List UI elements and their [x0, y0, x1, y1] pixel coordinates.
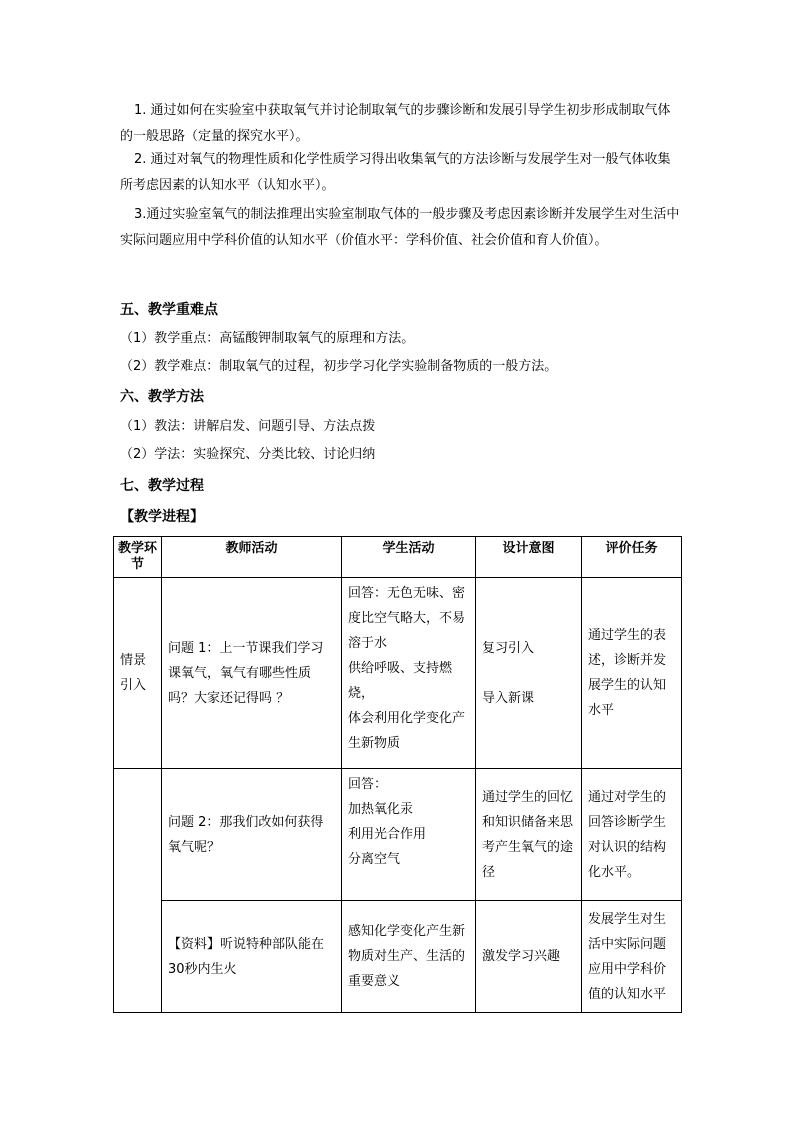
- header-stage: 教学环节: [114, 537, 162, 578]
- stage-cell: [114, 769, 162, 1013]
- section7-heading: 七、教学过程: [120, 478, 204, 494]
- eval-cell: 通过对学生的回答诊断学生对认识的结构化水平。: [582, 769, 682, 901]
- teacher-cell: 问题 2：那我们改如何获得氧气呢？: [162, 769, 342, 901]
- teaching-process-table: [113, 536, 682, 1013]
- teacher-cell: 问题 1：上一节课我们学习课氧气，氧气有哪些性质吗？大家还记得吗 ？: [162, 578, 342, 769]
- header-student: 学生活动: [342, 537, 476, 578]
- table-row: [114, 901, 682, 1013]
- section5-heading: 五、教学重难点: [120, 302, 218, 318]
- student-cell: 回答： 加热氧化汞 利用光合作用 分离空气: [342, 769, 476, 901]
- header-teacher: 教师活动: [162, 537, 342, 578]
- section6-item-2: （2）学法：实验探究、分类比较、讨论归纳: [120, 447, 376, 462]
- section5-item-1: （1）教学重点：高锰酸钾制取氧气的原理和方法。: [120, 331, 415, 346]
- section6-item-1: （1）教法：讲解启发、问题引导、方法点拨: [120, 419, 376, 434]
- intent-cell: 通过学生的回忆和知识储备来思考产生氧气的途径: [476, 769, 582, 901]
- header-intent: 设计意图: [476, 537, 582, 578]
- intent-cell: 复习引入 导入新课: [476, 578, 582, 769]
- table-row: [114, 769, 682, 901]
- intent-cell: 激发学习兴趣: [476, 901, 582, 1013]
- section6-heading: 六、教学方法: [120, 389, 204, 405]
- process-subheading: 【教学进程】: [120, 509, 204, 525]
- student-cell: 回答：无色无味、密度比空气略大，不易溶于水 供给呼吸、支持燃烧， 体会利用化学变化产生新物质: [342, 578, 476, 769]
- objective-3: 3.通过实验室氧气的制法推理出实验室制取气体的一般步骤及考虑因素诊断并发展学生对生活中实际问题应用中学科价值的认知水平（价值水平：学科价值、社会价值和育人价值）。: [120, 207, 680, 248]
- objective-2: 2. 通过对氧气的物理性质和化学性质学习得出收集氧气的方法诊断与发展学生对一般气体收集所考虑因素的认知水平（认知水平）。: [120, 152, 671, 193]
- objective-1: 1. 通过如何在实验室中获取氧气并讨论制取氧气的步骤诊断和发展引导学生初步形成制取气体的一般思路（定量的探究水平）。: [120, 103, 671, 144]
- table-row: [114, 578, 682, 769]
- eval-cell: 通过学生的表述，诊断并发展学生的认知水平: [582, 578, 682, 769]
- stage-cell: 情景引入: [114, 578, 162, 769]
- eval-cell: 发展学生对生活中实际问题应用中学科价值的认知水平: [582, 901, 682, 1013]
- header-eval: 评价任务: [582, 537, 682, 578]
- student-cell: 感知化学变化产生新物质对生产、生活的重要意义: [342, 901, 476, 1013]
- teacher-cell: 【资料】听说特种部队能在 30秒内生火: [162, 901, 342, 1013]
- section5-item-2: （2）教学难点：制取氧气的过程，初步学习化学实验制备物质的一般方法。: [120, 359, 558, 374]
